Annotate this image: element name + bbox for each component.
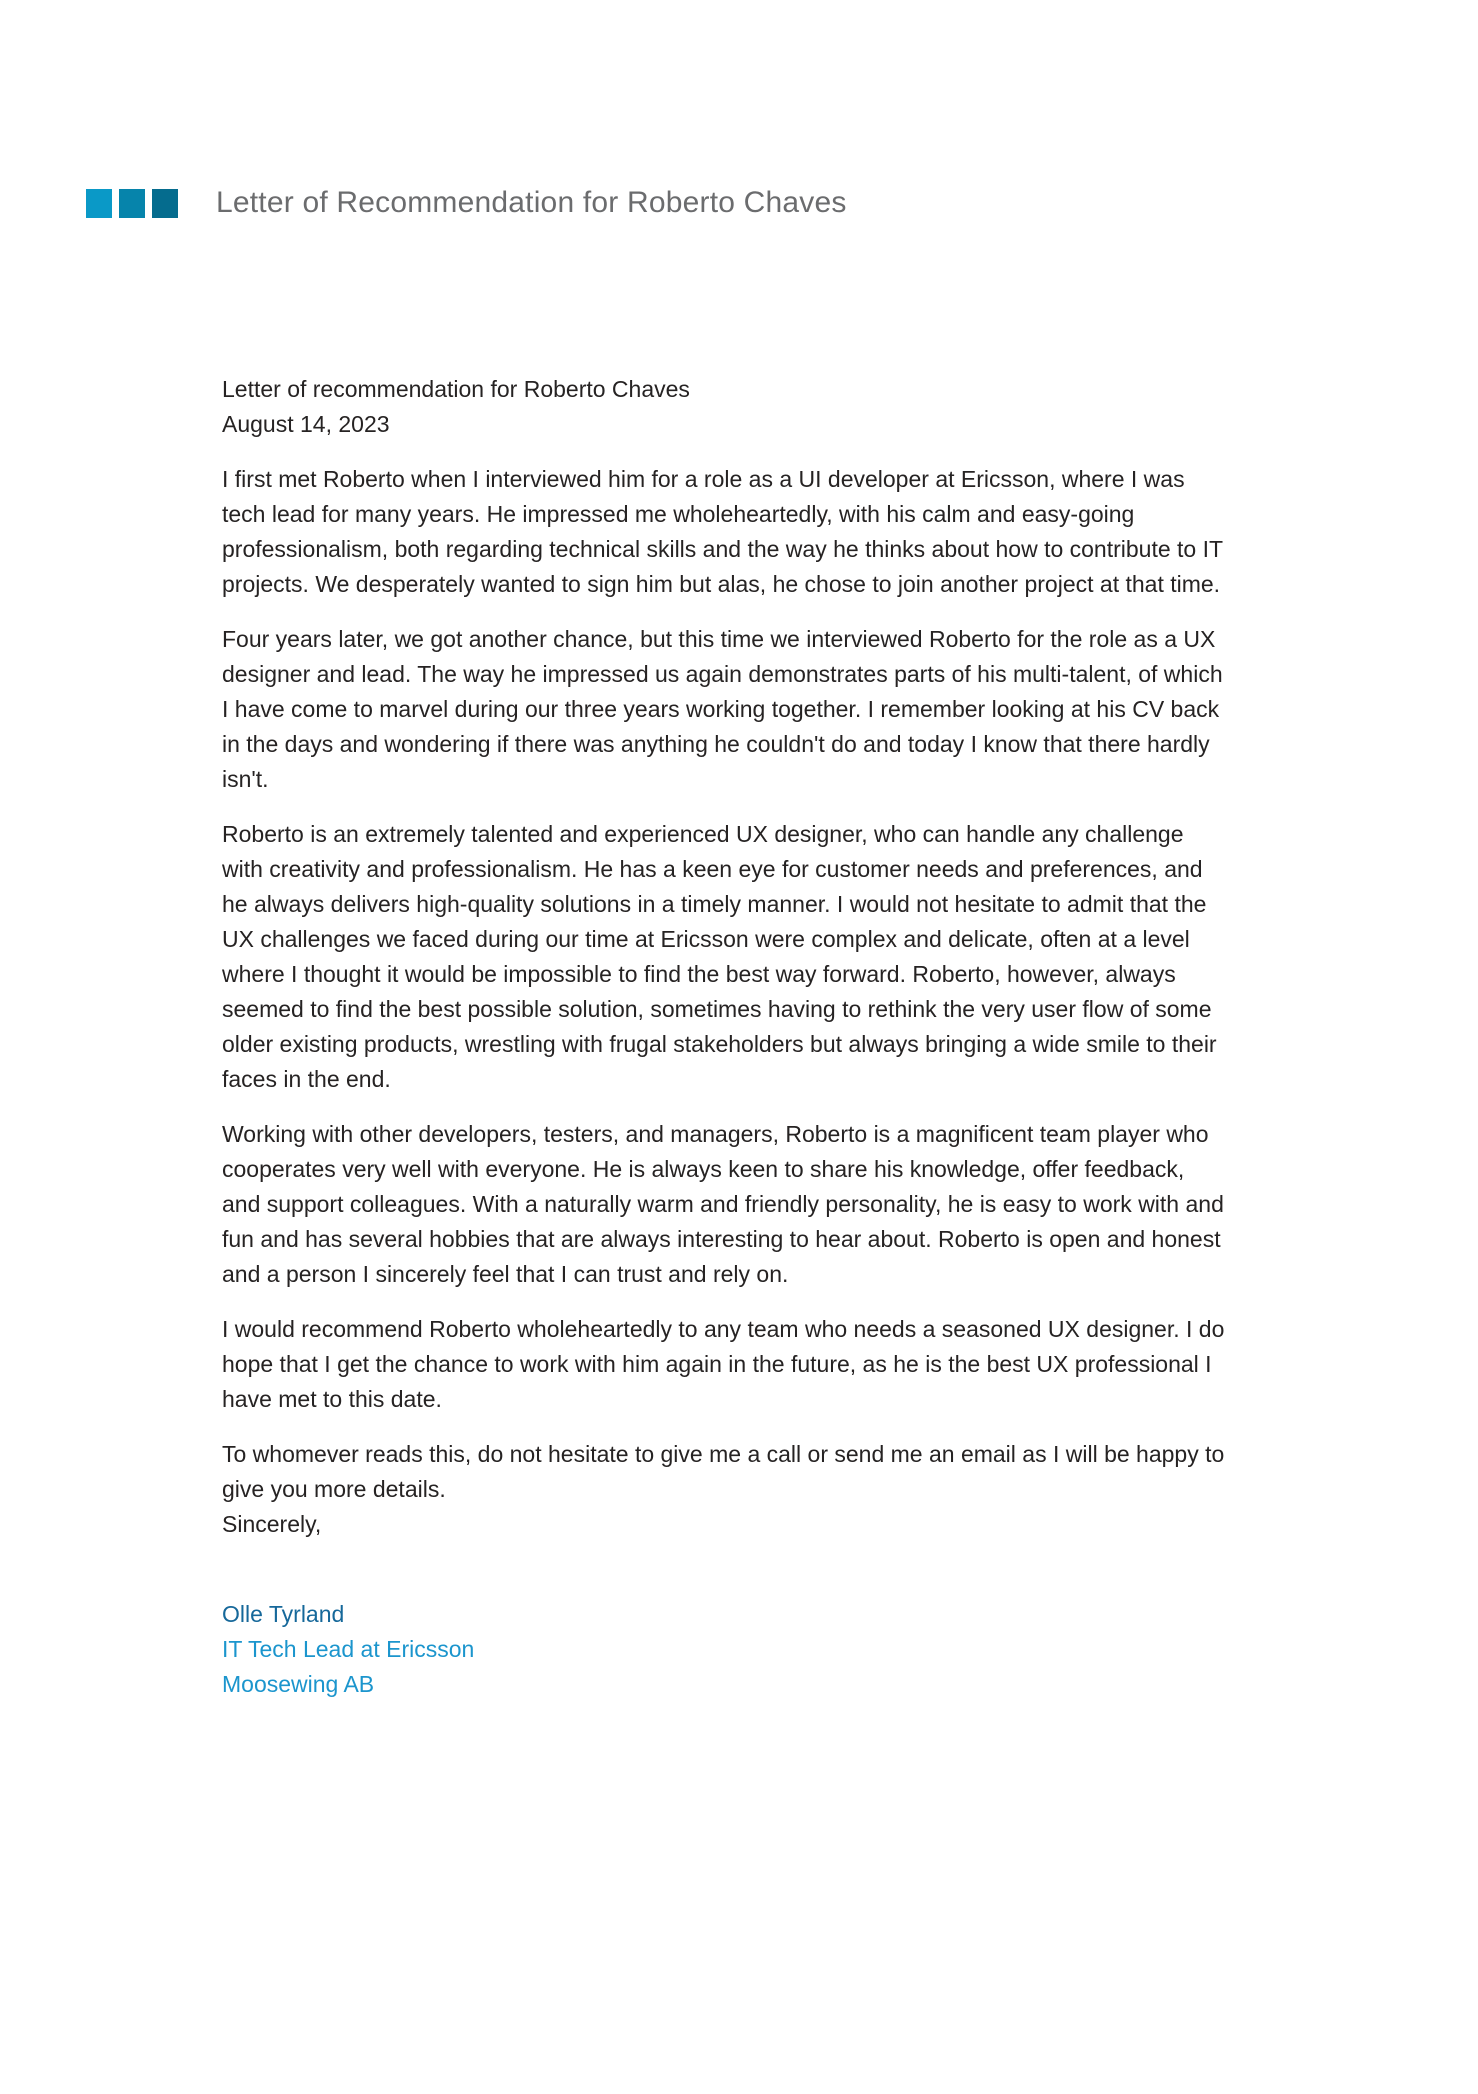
- logo-square-2: [119, 189, 145, 218]
- signature-block: [222, 1597, 1227, 1702]
- page-title: Letter of Recommendation for Roberto Chaves: [216, 186, 847, 219]
- letter-body: [222, 372, 1227, 1702]
- logo-square-1: [86, 189, 112, 218]
- logo-square-3: [152, 189, 178, 218]
- closing-signoff: Sincerely,: [222, 1511, 322, 1537]
- document-header: [86, 186, 1418, 220]
- letter-subject: Letter of recommendation for Roberto Chaves: [222, 376, 690, 402]
- letter-heading: [222, 372, 1227, 442]
- signature-title: IT Tech Lead at Ericsson: [222, 1636, 475, 1662]
- paragraph-4: Working with other developers, testers, and managers, Roberto is a magnificent team player who cooperates very well with everyone. He is always keen to share his knowledge, offer feedback, and support colleagues. With a naturally warm and friendly personality, he is easy to work with and fun and has several hobbies that are always interesting to hear about. Roberto is open and honest and a person I sincerely feel that I can trust and rely on.: [222, 1121, 1224, 1287]
- logo: [86, 189, 178, 218]
- paragraph-5: I would recommend Roberto wholeheartedly to any team who needs a seasoned UX designer. I do hope that I get the chance to work with him again in the future, as he is the best UX professional I have met to this date.: [222, 1316, 1225, 1412]
- paragraph-1: I first met Roberto when I interviewed him for a role as a UI developer at Ericsson, where I was tech lead for many years. He impressed me wholeheartedly, with his calm and easy-going professionalism, both regarding technical skills and the way he thinks about how to contribute to IT projects. We desperately wanted to sign him but alas, he chose to join another project at that time.: [222, 466, 1223, 597]
- signature-name: Olle Tyrland: [222, 1601, 345, 1627]
- paragraph-3: Roberto is an extremely talented and experienced UX designer, who can handle any challenge with creativity and professionalism. He has a keen eye for customer needs and preferences, and he always delivers high-quality solutions in a timely manner. I would not hesitate to admit that the UX challenges we faced during our time at Ericsson were complex and delicate, often at a level where I thought it would be impossible to find the best way forward. Roberto, however, always seemed to find the best possible solution, sometimes having to rethink the very user flow of some older existing products, wrestling with frugal stakeholders but always bringing a wide smile to their faces in the end.: [222, 821, 1217, 1092]
- closing-text: To whomever reads this, do not hesitate to give me a call or send me an email as I will be happy to give you more details.: [222, 1441, 1225, 1502]
- signature-company: Moosewing AB: [222, 1671, 375, 1697]
- closing-paragraph: [222, 1437, 1227, 1542]
- letter-date: August 14, 2023: [222, 411, 390, 437]
- paragraph-2: Four years later, we got another chance, but this time we interviewed Roberto for the role as a UX designer and lead. The way he impressed us again demonstrates parts of his multi-talent, of which I have come to marvel during our three years working together. I remember looking at his CV back in the days and wondering if there was anything he couldn't do and today I know that there hardly isn't.: [222, 626, 1223, 792]
